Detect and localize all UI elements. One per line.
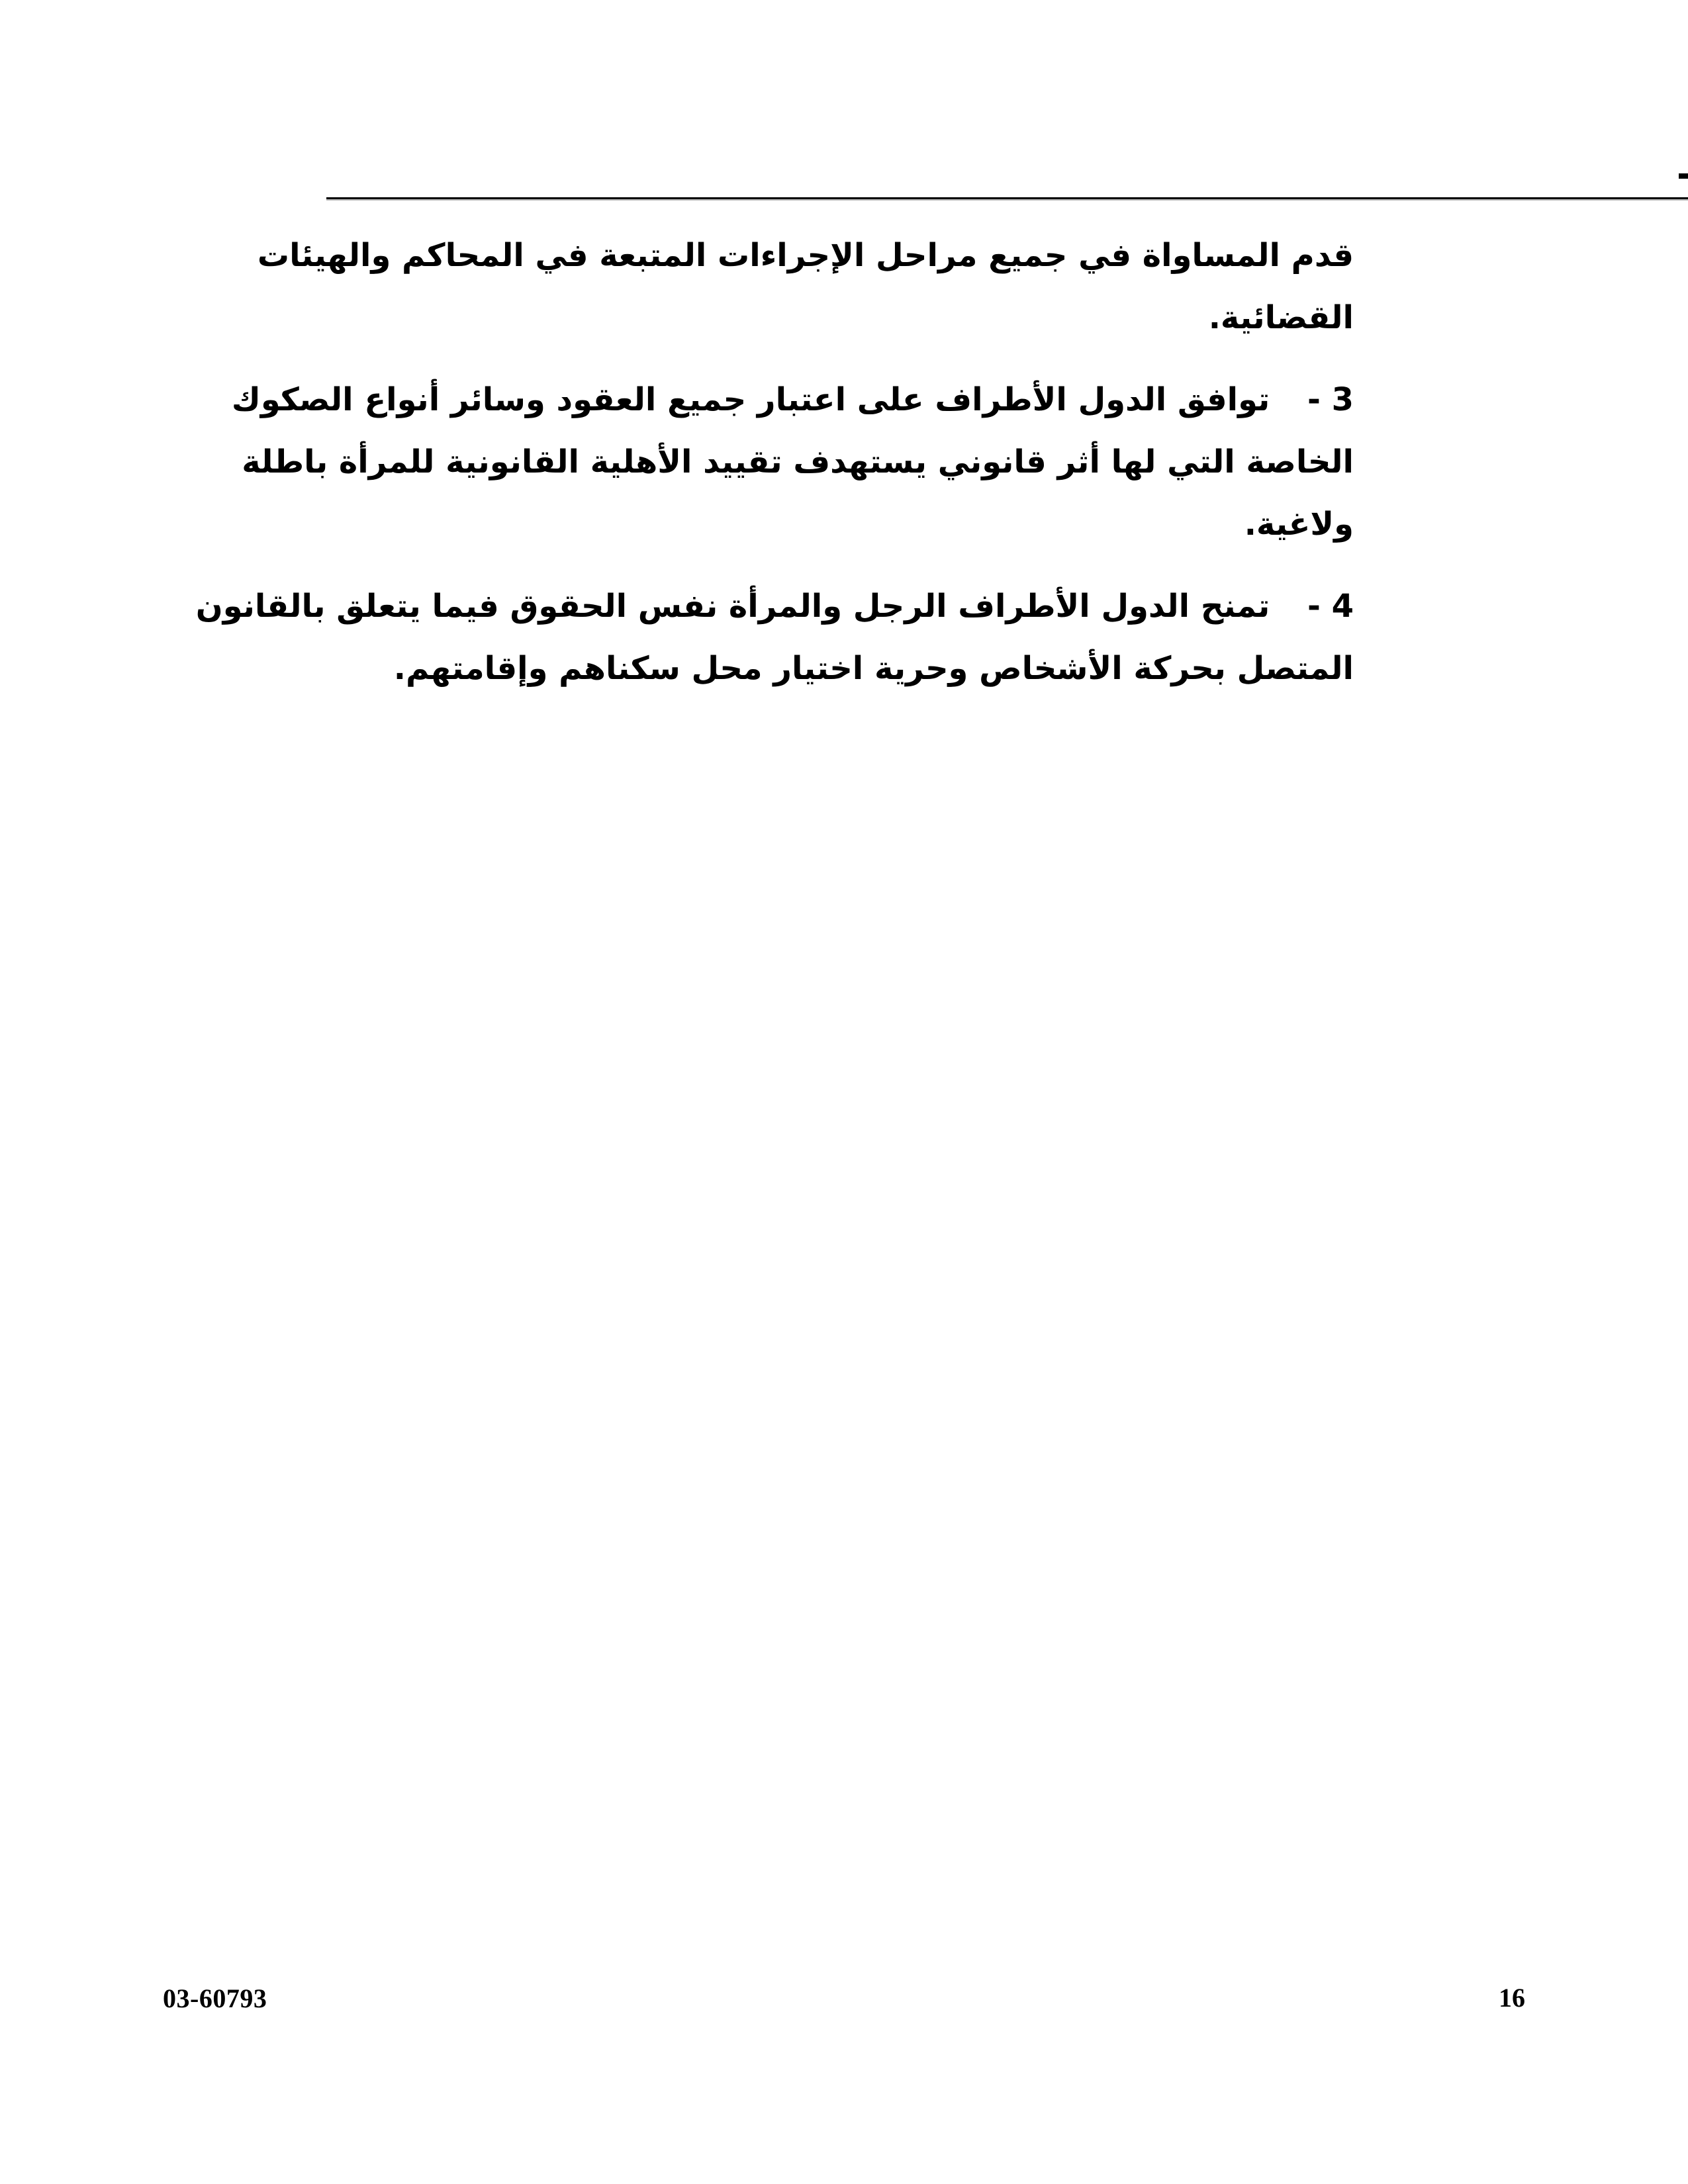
body-text-block	[195, 224, 1354, 700]
item-number-4: 4 -	[1307, 588, 1354, 625]
item-4-line-2: المتصل بحركة الأشخاص وحرية اختيار محل سكناهم وإقامتهم.	[393, 650, 1354, 687]
item-3-line-1	[231, 369, 1354, 431]
item-4-line-1	[195, 575, 1354, 637]
header-rule	[326, 197, 1688, 201]
item-3-text: توافق الدول الأطراف على اعتبار جميع العقود وسائر أنواع الصكوك	[231, 381, 1270, 418]
number-tab-spacer	[1281, 616, 1307, 617]
item-4-text: تمنح الدول الأطراف الرجل والمرأة نفس الحقوق فيما يتعلق بالقانون	[195, 588, 1270, 625]
item-3-line-2: الخاصة التي لها أثر قانوني يستهدف تقييد الأهلية القانونية للمرأة باطلة	[242, 443, 1354, 480]
footer-page-number: 16	[1499, 1983, 1525, 2013]
footer-job-number: 03-60793	[163, 1983, 267, 2013]
item-3-line-3: ولاغية.	[1244, 506, 1354, 543]
paragraph-2-continuation-line-1: قدم المساواة في جميع مراحل الإجراءات المتبعة في المحاكم والهيئات	[257, 237, 1354, 274]
paragraph-2-continuation-line-2: القضائية.	[1208, 299, 1354, 336]
item-number-3: 3 -	[1307, 381, 1354, 418]
edge-dash-mark	[1679, 173, 1688, 179]
